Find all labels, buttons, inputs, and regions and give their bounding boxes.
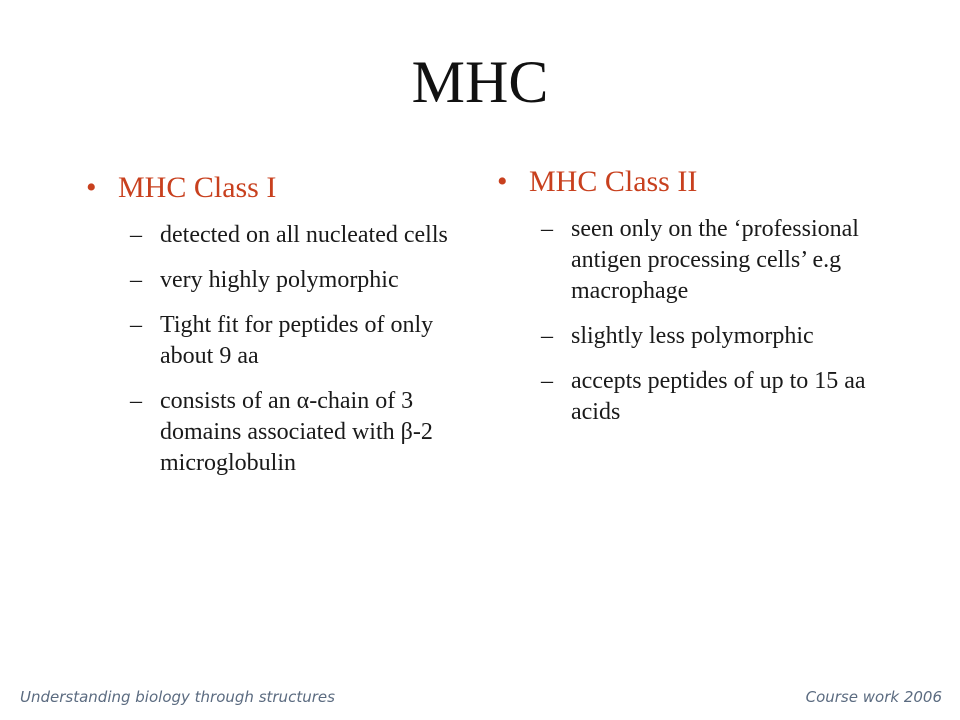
mhc-class-ii-column: [497, 162, 897, 442]
list-item: [497, 321, 871, 352]
bullet-icon: •: [497, 165, 508, 198]
dash-icon: –: [130, 312, 142, 338]
bullet-icon: •: [86, 171, 97, 204]
footer-left-text: Understanding biology through structures: [20, 688, 335, 706]
list-item: [86, 265, 458, 296]
dash-icon: –: [541, 323, 553, 349]
list-item: [86, 220, 458, 251]
list-item: [497, 214, 871, 307]
heading-text: MHC Class II: [529, 165, 698, 198]
dash-icon: –: [541, 368, 553, 394]
heading-text: MHC Class I: [118, 171, 277, 204]
item-text: accepts peptides of up to 15 aa acids: [571, 368, 866, 425]
slide-title: MHC: [411, 49, 549, 115]
mhc-class-ii-heading: [497, 162, 897, 202]
dash-icon: –: [541, 216, 553, 242]
mhc-class-i-column: [86, 168, 486, 493]
item-text: detected on all nucleated cells: [160, 222, 448, 248]
mhc-class-i-list: [86, 220, 486, 479]
item-text: slightly less polymorphic: [571, 323, 814, 349]
list-item: [497, 366, 871, 428]
dash-icon: –: [130, 388, 142, 414]
item-text: Tight fit for peptides of only about 9 aa: [160, 312, 434, 369]
dash-icon: –: [130, 222, 142, 248]
item-text: consists of an α-chain of 3 domains associated with β-2 microglobulin: [160, 388, 433, 476]
list-item: [86, 386, 458, 479]
mhc-class-ii-list: [497, 214, 897, 428]
list-item: [86, 310, 458, 372]
footer-right-text: Course work 2006: [805, 688, 942, 706]
item-text: very highly polymorphic: [160, 267, 399, 293]
item-text: seen only on the ‘professional antigen processing cells’ e.g macrophage: [571, 216, 859, 304]
mhc-class-i-heading: [86, 168, 486, 208]
dash-icon: –: [130, 267, 142, 293]
